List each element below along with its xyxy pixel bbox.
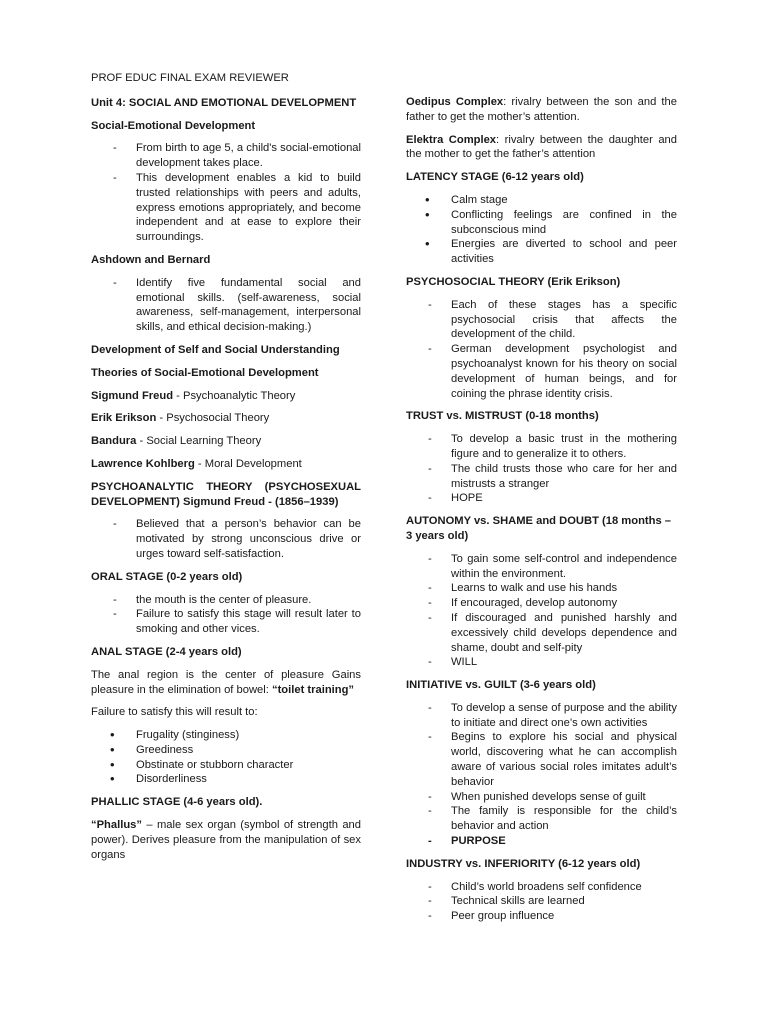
psychoanalytic-heading: PSYCHOANALYTIC THEORY (PSYCHOSEXUAL DEVELOPMENT) Sigmund Freud - (1856–1939): [91, 480, 361, 508]
list-item: - PURPOSE: [406, 834, 677, 849]
psychosocial-list: [406, 298, 677, 402]
oedipus-text: : rivalry between the son and the father to get the mother’s attention.: [406, 96, 677, 123]
list-item: - WILL: [406, 655, 677, 670]
theory-name: - Social Learning Theory: [136, 435, 262, 448]
theory-name: - Psychoanalytic Theory: [173, 389, 296, 402]
list-item: • Greediness: [91, 743, 361, 758]
elektra-text: : rivalry between the daughter and the mother to get the father’s attention: [406, 133, 677, 161]
theorist-line: [91, 389, 361, 404]
autonomy-list: [406, 552, 677, 670]
list-item: - German development psychologist and psychoanalyst known for his theory on social development of human beings, and for coining the phrase identity crisis.: [406, 342, 677, 401]
oedipus-term: Oedipus Complex: [406, 96, 504, 108]
theorist-line: [91, 411, 361, 426]
anal-failure: Failure to satisfy this will result to:: [91, 706, 258, 719]
list-item: - Failure to satisfy this stage will result later to smoking and other vices.: [91, 607, 361, 637]
phallic-paragraph: [91, 818, 361, 862]
initiative-list: [406, 701, 677, 849]
list-item: - Child’s world broadens self confidence: [406, 880, 677, 895]
list-item: • Calm stage: [406, 193, 677, 208]
list-item: - This development enables a kid to build trusted relationships with peers and adults, express emotions appropriately, and become independent and at ease to explore their surroundings.: [91, 171, 361, 245]
oedipus-paragraph: [406, 95, 677, 125]
ashdown-list: [91, 276, 361, 335]
document-title: PROF EDUC FINAL EXAM REVIEWER: [91, 72, 289, 84]
sed-list: [91, 141, 361, 245]
theories-heading: Theories of Social-Emotional Development: [91, 366, 319, 379]
anal-text: The anal region is the center of pleasure Gains pleasure in the elimination of bowel:: [91, 668, 361, 696]
list-item: - Identify five fundamental social and emotional skills. (self-awareness, social awareness, self-management, interpersonal skills, and ethical decision-making.): [91, 276, 361, 335]
theory-name: - Psychosocial Theory: [156, 412, 270, 425]
list-item: • Energies are diverted to school and peer activities: [406, 237, 677, 267]
list-item: - To gain some self-control and independence within the environment.: [406, 552, 677, 582]
left-column: [91, 71, 361, 870]
trust-list: [406, 432, 677, 506]
anal-list: [91, 728, 361, 787]
trust-heading: TRUST vs. MISTRUST (0-18 months): [406, 410, 599, 423]
industry-list: [406, 880, 677, 924]
list-item: - Each of these stages has a specific psychosocial crisis that affects the development of the child.: [406, 298, 677, 342]
autonomy-heading: AUTONOMY vs. SHAME and DOUBT (18 months – 3 years old): [406, 515, 672, 542]
elektra-term: Elektra Complex: [406, 133, 497, 146]
list-item: - When punished develops sense of guilt: [406, 790, 677, 805]
theorist-name: Sigmund Freud: [91, 389, 174, 402]
theorist-line: [91, 434, 361, 449]
industry-heading: INDUSTRY vs. INFERIORITY (6-12 years old): [406, 857, 641, 870]
theorist-name: Bandura: [91, 435, 137, 448]
list-item: - The child trusts those who care for her and mistrusts a stranger: [406, 462, 677, 492]
self-social-heading: Development of Self and Social Understanding: [91, 343, 340, 356]
psychosocial-heading: PSYCHOSOCIAL THEORY (Erik Erikson): [406, 275, 621, 288]
elektra-paragraph: [406, 133, 677, 163]
list-item: - Peer group influence: [406, 909, 677, 924]
list-item: - Begins to explore his social and physical world, discovering what he can accomplish aware of various social roles imitates adult’s behavior: [406, 730, 677, 789]
list-item: - From birth to age 5, a child's social-emotional development takes place.: [91, 141, 361, 171]
anal-heading: ANAL STAGE (2-4 years old): [91, 645, 242, 658]
list-item: - Learns to walk and use his hands: [406, 581, 677, 596]
list-item: - If encouraged, develop autonomy: [406, 596, 677, 611]
ashdown-heading: Ashdown and Bernard: [91, 253, 211, 266]
list-item: - If discouraged and punished harshly and excessively child develops dependence and shame, doubt and self-pity: [406, 611, 677, 655]
list-item: • Disorderliness: [91, 772, 361, 787]
oral-heading: ORAL STAGE (0-2 years old): [91, 570, 243, 583]
list-item: - To develop a basic trust in the mothering figure and to generalize it to others.: [406, 432, 677, 462]
unit-heading: Unit 4: SOCIAL AND EMOTIONAL DEVELOPMENT: [91, 96, 357, 109]
list-item: - Believed that a person’s behavior can be motivated by strong unconscious drive or urges toward self-satisfaction.: [91, 517, 361, 561]
theory-name: - Moral Development: [194, 457, 302, 470]
list-item: • Conflicting feelings are confined in the subconscious mind: [406, 208, 677, 238]
sed-heading: Social-Emotional Development: [91, 119, 256, 132]
oral-list: [91, 593, 361, 637]
list-item: - the mouth is the center of pleasure.: [91, 593, 361, 608]
initiative-heading: INITIATIVE vs. GUILT (3-6 years old): [406, 679, 596, 692]
phallus-term: “Phallus”: [91, 819, 142, 832]
latency-list: [406, 193, 677, 267]
phallic-heading: PHALLIC STAGE (4-6 years old).: [91, 796, 263, 809]
right-column: [406, 95, 677, 932]
theorist-name: Lawrence Kohlberg: [91, 457, 195, 470]
theorist-name: Erik Erikson: [91, 412, 157, 425]
list-item: • Frugality (stinginess): [91, 728, 361, 743]
phallic-text: – male sex organ (symbol of strength and power). Derives pleasure from the manipulation of sex organs: [91, 819, 361, 861]
anal-paragraph: [91, 668, 361, 698]
list-item: - The family is responsible for the child’s behavior and action: [406, 804, 677, 834]
toilet-training: “toilet training”: [271, 683, 355, 696]
psychoanalytic-list: [91, 517, 361, 561]
theorist-line: [91, 457, 361, 472]
list-item: • Obstinate or stubborn character: [91, 758, 361, 773]
list-item: - HOPE: [406, 491, 677, 506]
latency-heading: LATENCY STAGE (6-12 years old): [406, 171, 584, 184]
list-item: - To develop a sense of purpose and the ability to initiate and direct one’s own activities: [406, 701, 677, 731]
list-item: - Technical skills are learned: [406, 894, 677, 909]
